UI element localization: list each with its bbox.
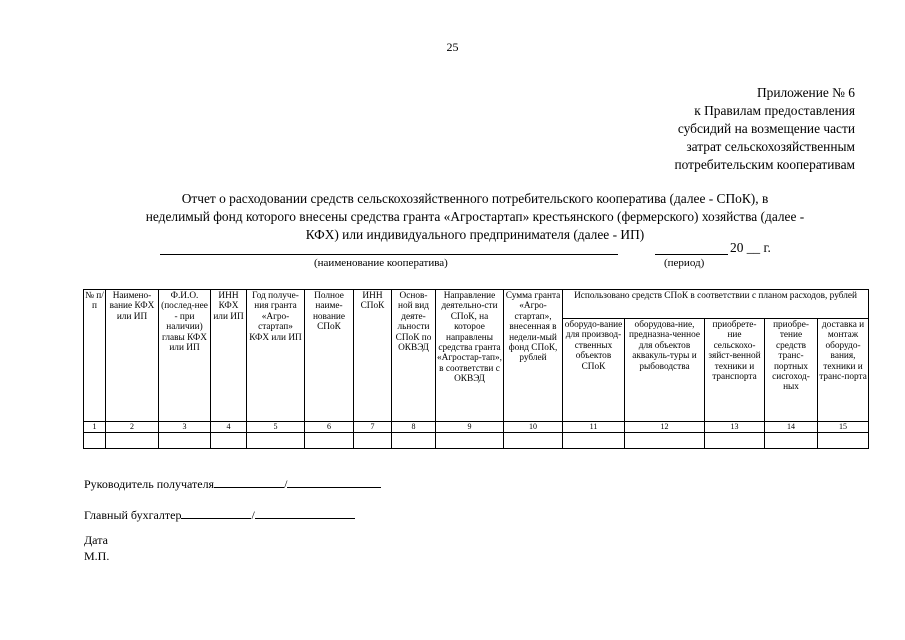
name-blank [287, 475, 381, 488]
table-cell [305, 433, 354, 449]
column-number-cell: 15 [818, 422, 869, 433]
sub-header-cell: приобре-тение средств транс-портных сисгоход-ных [765, 319, 818, 422]
appendix-line: затрат сельскохозяйственным [686, 139, 855, 154]
table-cell [247, 433, 305, 449]
page-number: 25 [446, 40, 459, 54]
column-number-cell: 7 [354, 422, 392, 433]
header-cell: ИНН КФХ или ИП [211, 290, 247, 422]
header-cell: ИНН СПоК [354, 290, 392, 422]
column-number-cell: 10 [504, 422, 563, 433]
column-number-cell: 13 [705, 422, 765, 433]
header-cell: № п/п [84, 290, 106, 422]
name-blank [255, 506, 355, 519]
header-cell: Основ-ной вид деяте-льности СПоК по ОКВЭД [392, 290, 436, 422]
column-number-cell: 4 [211, 422, 247, 433]
title-line: КФХ) или индивидуального предпринимателя (далее - ИП) [305, 227, 645, 242]
table-cell [211, 433, 247, 449]
table-cell [159, 433, 211, 449]
column-number-cell: 9 [436, 422, 504, 433]
signature-blank [181, 506, 251, 519]
signature-blank [214, 475, 284, 488]
table-cell [392, 433, 436, 449]
sub-header-cell: доставка и монтаж оборудо-вания, техники и транс-порта [818, 319, 869, 422]
header-cell: Ф.И.О. (послед-нее - при наличии) главы КФХ или ИП [159, 290, 211, 422]
appendix-block [595, 84, 855, 174]
column-number-cell: 11 [563, 422, 625, 433]
table-cell [436, 433, 504, 449]
table-cell [84, 433, 106, 449]
header-cell: Сумма гранта «Агро-стартап», внесенная в недели-мый фонд СПоК, рублей [504, 290, 563, 422]
report-table [83, 289, 869, 449]
stamp-label: М.П. [84, 549, 110, 563]
column-number-cell: 6 [305, 422, 354, 433]
cooperative-name-field [160, 254, 618, 255]
accountant-label: Главный бухгалтер [84, 508, 182, 522]
title-line: Отчет о расходовании средств сельскохозяйственного потребительского кооператива (далее - СПоК), в [181, 191, 769, 206]
column-number-cell: 5 [247, 422, 305, 433]
column-number-cell: 12 [625, 422, 705, 433]
appendix-line: потребительским кооперативам [674, 157, 855, 172]
group-header-cell: Использовано средств СПоК в соответствии с планом расходов, рублей [563, 290, 869, 319]
header-row [84, 290, 869, 319]
title-line: неделимый фонд которого внесены средства гранта «Агростартап» крестьянского (фермерского) хозяйства (далее - [145, 209, 805, 224]
header-cell: Направление деятельно-сти СПоК, на которое направлены средства гранта «Агростар-тап», в соответстви с ОКВЭД [436, 290, 504, 422]
period-year: 20 __ г. [730, 240, 771, 255]
column-number-cell: 2 [106, 422, 159, 433]
appendix-line: Приложение № 6 [756, 85, 855, 100]
table-cell [765, 433, 818, 449]
period-caption: (период) [664, 257, 705, 269]
sub-header-cell: оборудо-вание для производ-ственных объектов СПоК [563, 319, 625, 422]
table-cell [818, 433, 869, 449]
header-cell: Наимено-вание КФХ или ИП [106, 290, 159, 422]
table-cell [504, 433, 563, 449]
table-cell [354, 433, 392, 449]
header-cell: Год получе-ния гранта «Агро-стартап» КФХ или ИП [247, 290, 305, 422]
separator: / [251, 508, 255, 522]
separator: / [284, 477, 288, 491]
column-number-cell: 1 [84, 422, 106, 433]
empty-data-row [84, 433, 869, 449]
head-signature-line [84, 475, 381, 492]
column-number-row [84, 422, 869, 433]
table-cell [625, 433, 705, 449]
cooperative-name-caption: (наименование кооператива) [314, 257, 448, 269]
header-cell: Полное наиме-нование СПоК [305, 290, 354, 422]
sub-header-cell: оборудова-ние, предназна-ченное для объектов аквакуль-туры и рыбоводства [625, 319, 705, 422]
table-cell [563, 433, 625, 449]
column-number-cell: 14 [765, 422, 818, 433]
appendix-line: субсидий на возмещение части [677, 121, 855, 136]
report-title [90, 190, 860, 244]
head-label: Руководитель получателя [84, 477, 215, 491]
table-cell [106, 433, 159, 449]
column-number-cell: 3 [159, 422, 211, 433]
appendix-line: к Правилам предоставления [694, 103, 855, 118]
table-cell [705, 433, 765, 449]
accountant-signature-line [84, 506, 355, 523]
sub-header-cell: приобрете-ние сельскохо-зяйст-венной техники и транспорта [705, 319, 765, 422]
period-field [655, 254, 728, 255]
column-number-cell: 8 [392, 422, 436, 433]
date-label: Дата [84, 533, 108, 547]
